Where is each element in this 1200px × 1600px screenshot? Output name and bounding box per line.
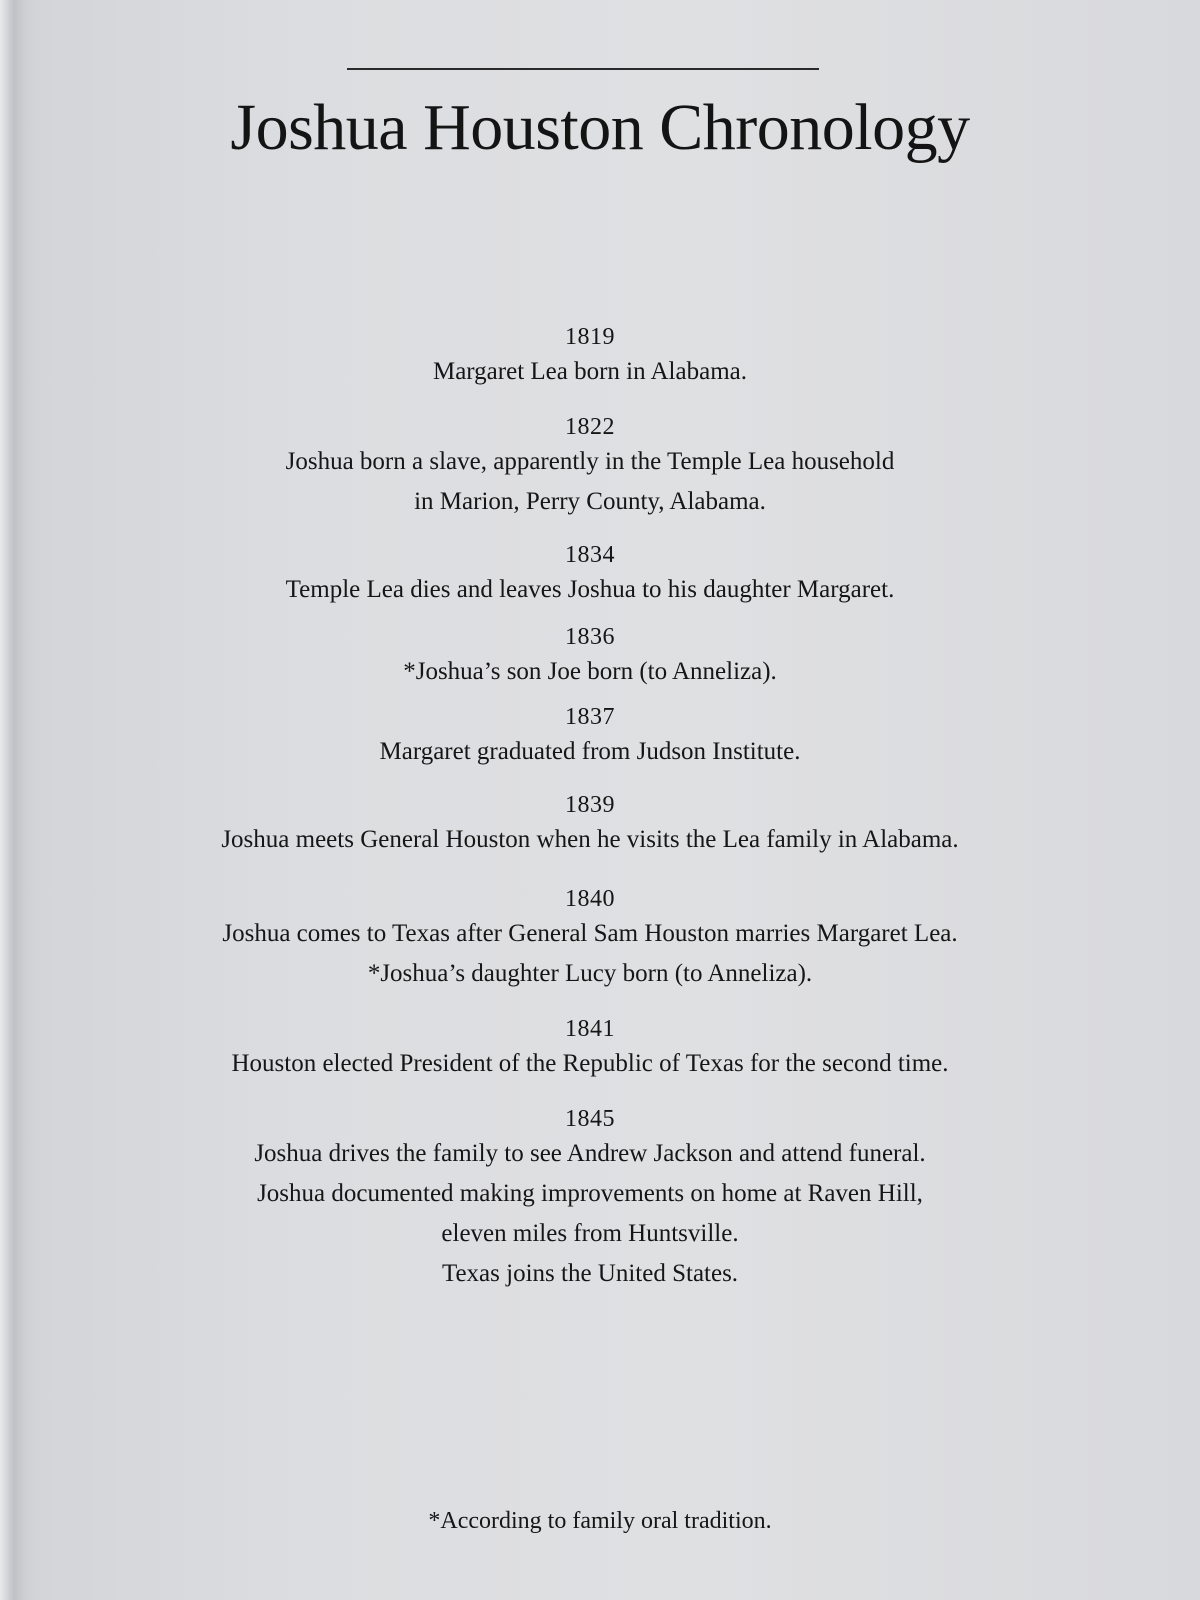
entry-text: Joshua meets General Houston when he visits the Lea family in Alabama. bbox=[221, 826, 959, 853]
footnote: *According to family oral tradition. bbox=[428, 1508, 772, 1534]
entry-text: Joshua born a slave, apparently in the Temple Lea household bbox=[285, 448, 895, 475]
page-title: Joshua Houston Chronology bbox=[230, 91, 970, 164]
chronology-entry-1836 bbox=[120, 622, 1060, 692]
entry-year: 1836 bbox=[565, 624, 615, 650]
entry-text: eleven miles from Huntsville. bbox=[441, 1220, 739, 1247]
entry-year: 1837 bbox=[565, 704, 615, 730]
entry-text: Texas joins the United States. bbox=[441, 1260, 739, 1287]
entry-text: Joshua drives the family to see Andrew Jackson and attend funeral. bbox=[254, 1140, 926, 1167]
entry-text: Margaret graduated from Judson Institute. bbox=[379, 738, 801, 765]
entry-text: *Joshua’s son Joe born (to Anneliza). bbox=[403, 658, 777, 685]
chronology-entry-1819 bbox=[120, 322, 1060, 392]
chronology-entry-1841 bbox=[120, 1014, 1060, 1084]
entry-year: 1819 bbox=[565, 324, 615, 350]
chronology-entry-1845 bbox=[120, 1104, 1060, 1294]
entry-year: 1845 bbox=[565, 1106, 615, 1132]
entry-text: *Joshua’s daughter Lucy born (to Anneliza). bbox=[367, 960, 813, 987]
title-rule bbox=[347, 68, 819, 70]
entry-year: 1841 bbox=[565, 1016, 615, 1042]
chronology-entry-1822 bbox=[120, 412, 1060, 522]
entry-text: Joshua documented making improvements on home at Raven Hill, bbox=[257, 1180, 923, 1207]
entry-year: 1840 bbox=[565, 886, 615, 912]
entry-year: 1822 bbox=[565, 414, 615, 440]
entry-text: Joshua comes to Texas after General Sam Houston marries Margaret Lea. bbox=[222, 920, 958, 947]
chronology-entry-1834 bbox=[120, 540, 1060, 610]
entry-text: in Marion, Perry County, Alabama. bbox=[414, 488, 766, 515]
page-edge bbox=[0, 0, 26, 1600]
entry-year: 1839 bbox=[565, 792, 615, 818]
chronology-entry-1839 bbox=[120, 790, 1060, 860]
entry-text: Temple Lea dies and leaves Joshua to his daughter Margaret. bbox=[285, 576, 895, 603]
chronology-list bbox=[120, 322, 1060, 1294]
entry-year: 1834 bbox=[565, 542, 615, 568]
entry-text: Houston elected President of the Republic of Texas for the second time. bbox=[231, 1050, 949, 1077]
entry-text: Margaret Lea born in Alabama. bbox=[432, 358, 747, 385]
chronology-entry-1837 bbox=[120, 702, 1060, 772]
chronology-entry-1840 bbox=[120, 884, 1060, 994]
